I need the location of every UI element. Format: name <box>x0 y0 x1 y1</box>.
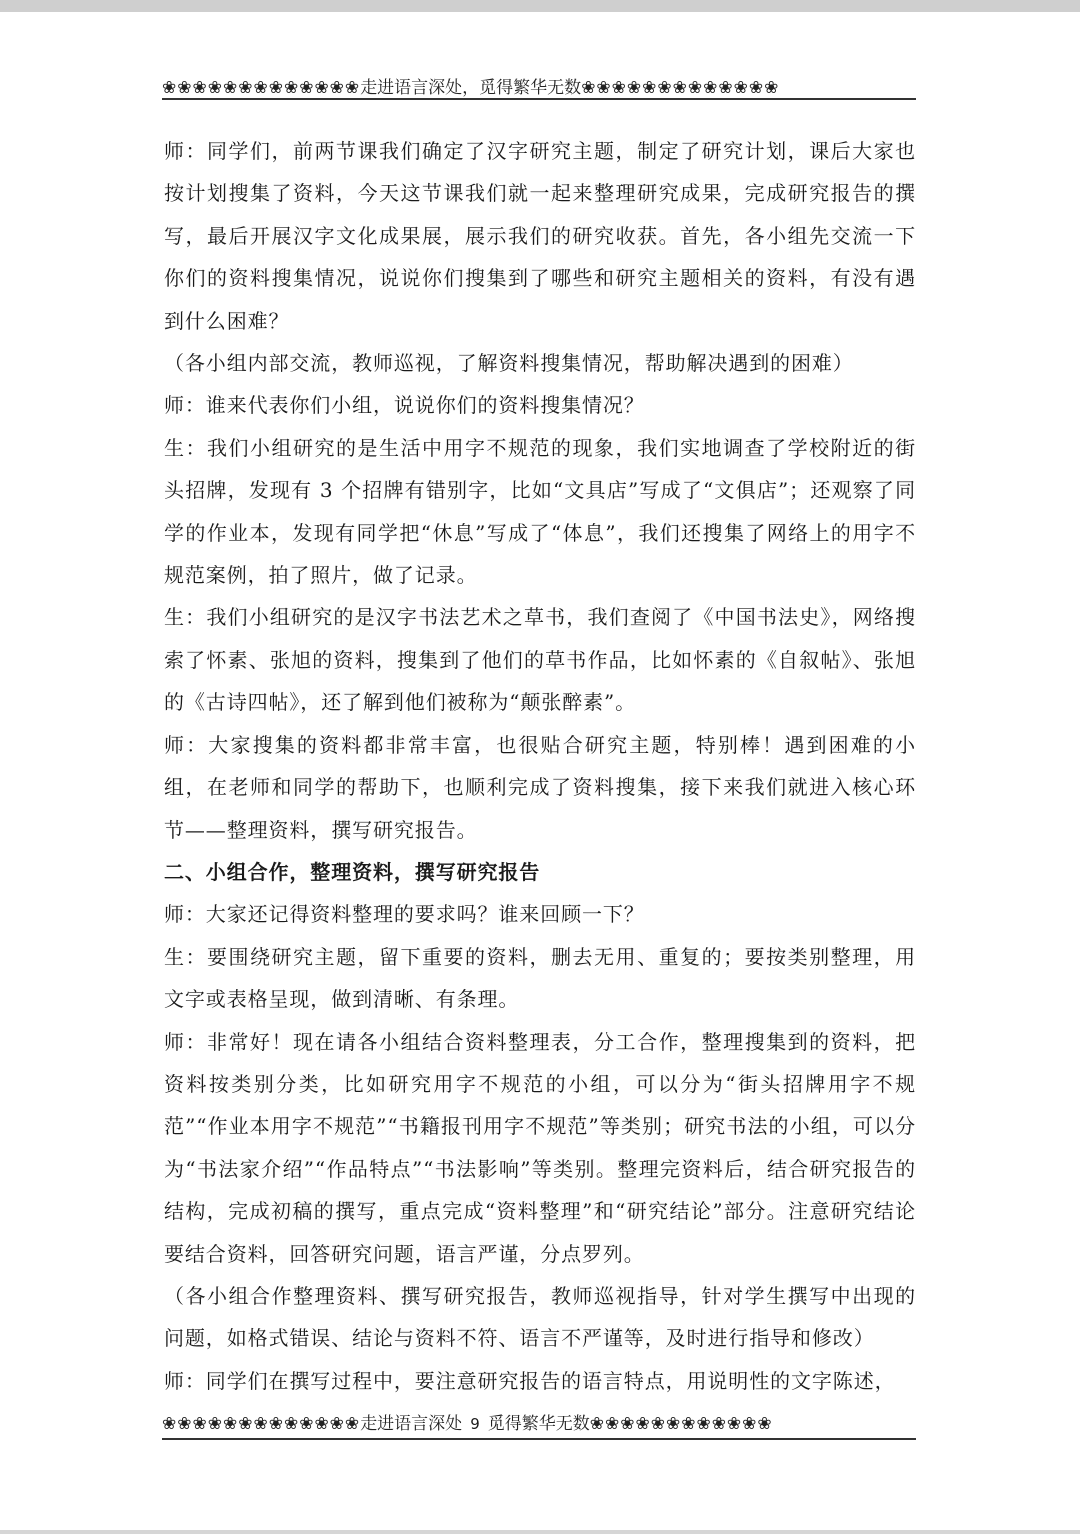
paragraph-stage-direction-2: （各小组合作整理资料、撰写研究报告，教师巡视指导，针对学生撰写中出现的问题，如格式错误、结论与资料不符、语言不严谨等，及时进行指导和修改） <box>164 1283 916 1351</box>
page-footer <box>162 1410 916 1438</box>
paragraph-student-answer: 生：要围绕研究主题，留下重要的资料，删去无用、重复的；要按类别整理，用文字或表格呈现，做到清晰、有条理。 <box>164 944 916 1012</box>
footer-flower-ornament-left: ❀❀❀❀❀❀❀❀❀❀❀❀❀ <box>162 1414 361 1434</box>
header-slogan: 走进语言深处，觅得繁华无数 <box>360 78 582 98</box>
paragraph-student-report-1: 生：我们小组研究的是生活中用字不规范的现象，我们实地调查了学校附近的街头招牌，发现有 3 个招牌有错别字，比如“文具店”写成了“文俱店”；还观察了同学的作业本，发现有同学把“休息”写成了“体息”，我们还搜集了网络上的用字不规范案例，拍了照片，做了记录。 <box>164 435 916 588</box>
footer-slogan-left: 走进语言深处 <box>360 1414 463 1434</box>
header-rule <box>162 98 916 100</box>
paragraph-teacher-instructions: 师：非常好！现在请各小组结合资料整理表，分工合作，整理搜集到的资料，把资料按类别分类，比如研究用字不规范的小组，可以分为“街头招牌用字不规范”“作业本用字不规范”“书籍报刊用字不规范”等类别；研究书法的小组，可以分为“书法家介绍”“作品特点”“书法影响”等类别。整理完资料后，结合研究报告的结构，完成初稿的撰写，重点完成“资料整理”和“研究结论”部分。注意研究结论要结合资料，回答研究问题，语言严谨，分点罗列。 <box>164 1029 916 1266</box>
paragraph-teacher-question: 师：谁来代表你们小组，说说你们的资料搜集情况？ <box>164 393 645 418</box>
header-flower-ornament-left: ❀❀❀❀❀❀❀❀❀❀❀❀❀ <box>162 78 361 98</box>
top-border-strip <box>0 0 1080 12</box>
footer-slogan-right: 觅得繁华无数 <box>487 1414 590 1434</box>
footer-flower-ornament-right: ❀❀❀❀❀❀❀❀❀❀❀❀ <box>589 1414 773 1434</box>
page-number: 9 <box>470 1415 480 1433</box>
header-flower-ornament-right: ❀❀❀❀❀❀❀❀❀❀❀❀❀ <box>581 78 780 98</box>
paragraph-teacher-review: 师：大家还记得资料整理的要求吗？谁来回顾一下？ <box>164 902 645 927</box>
paragraph-teacher-language-note: 师：同学们在撰写过程中，要注意研究报告的语言特点，用说明性的文字陈述， <box>164 1368 896 1393</box>
paragraph-stage-direction-1: （各小组内部交流，教师巡视，了解资料搜集情况，帮助解决遇到的困难） <box>164 351 854 376</box>
paragraph-teacher-intro: 师：同学们，前两节课我们确定了汉字研究主题，制定了研究计划，课后大家也按计划搜集了资料，今天这节课我们就一起来整理研究成果，完成研究报告的撰写，最后开展汉字文化成果展，展示我们的研究收获。首先，各小组先交流一下你们的资料搜集情况，说说你们搜集到了哪些和研究主题相关的资料，有没有遇到什么困难？ <box>164 139 916 333</box>
footer-rule <box>162 1438 916 1440</box>
page-body <box>164 130 916 1402</box>
paragraph-teacher-summary: 师：大家搜集的资料都非常丰富，也很贴合研究主题，特别棒！遇到困难的小组，在老师和同学的帮助下，也顺利完成了资料搜集，接下来我们就进入核心环节——整理资料，撰写研究报告。 <box>164 732 916 842</box>
bottom-border-strip <box>0 1530 1080 1534</box>
paragraph-student-report-2: 生：我们小组研究的是汉字书法艺术之草书，我们查阅了《中国书法史》，网络搜索了怀素、张旭的资料，搜集到了他们的草书作品，比如怀素的《自叙帖》、张旭的《古诗四帖》，还了解到他们被称为“颠张醉素”。 <box>164 605 916 715</box>
section-heading: 二、小组合作，整理资料，撰写研究报告 <box>164 859 541 884</box>
